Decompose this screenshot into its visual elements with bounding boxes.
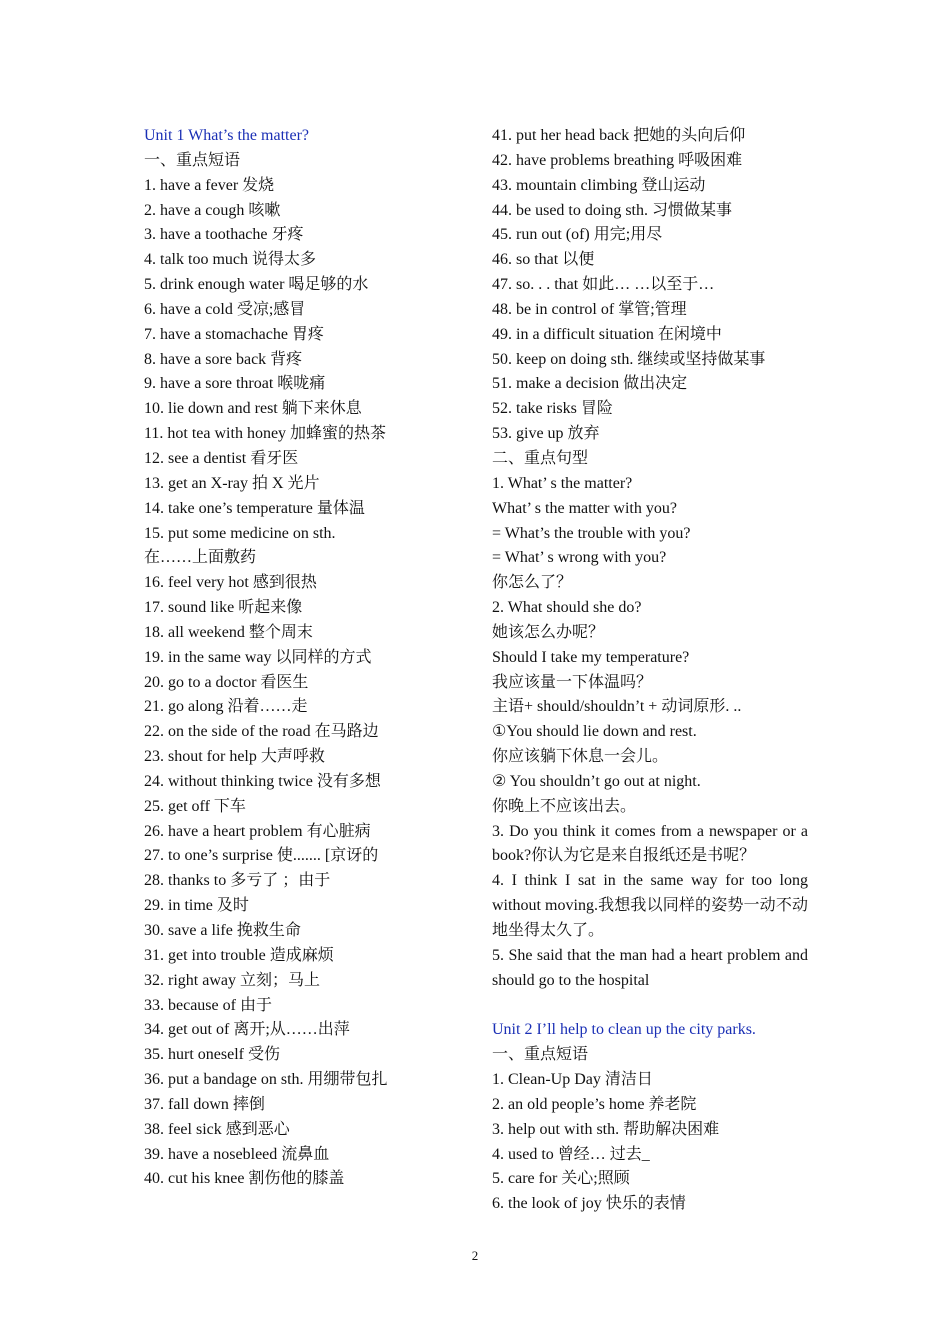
list-item: 37. fall down 摔倒 [144, 1095, 265, 1113]
list-item: ①You should lie down and rest. [492, 723, 697, 741]
list-item: ② You shouldn’t go out at night. [492, 772, 701, 790]
list-item: 17. sound like 听起来像 [144, 599, 303, 617]
list-item: 3. have a toothache 牙疼 [144, 226, 304, 244]
list-item: 27. to one’s surprise 使....... [京讶的 [144, 847, 379, 865]
list-item: 50. keep on doing sth. 继续或坚持做某事 [492, 350, 766, 368]
list-item: 15. put some medicine on sth. [144, 524, 336, 542]
unit1-phrase-list-continued [492, 124, 808, 447]
list-item: = What’ s wrong with you? [492, 549, 667, 567]
unit2-title: Unit 2 I’ll help to clean up the city parks. [492, 1021, 756, 1039]
unit1-phrases-heading: 一、重点短语 [144, 151, 241, 169]
list-item: 7. have a stomachache 胃疼 [144, 325, 324, 343]
list-item: 2. What should she do? [492, 599, 642, 617]
list-item: 4. talk too much 说得太多 [144, 251, 316, 269]
list-item: 47. so. . . that 如此… …以至于… [492, 276, 715, 294]
list-item: 22. on the side of the road 在马路边 [144, 723, 379, 741]
list-item: What’ s the matter with you? [492, 499, 677, 517]
list-item: 28. thanks to 多亏了 ；由于 [144, 872, 331, 890]
list-item: 39. have a nosebleed 流鼻血 [144, 1145, 330, 1163]
sentence-paragraph: 5. She said that the man had a heart problem and should go to the hospital [492, 946, 808, 989]
list-item: 41. put her head back 把她的头向后仰 [492, 127, 746, 144]
list-item: 34. get out of 离开;从……出萍 [144, 1021, 350, 1039]
list-item: 3. help out with sth. 帮助解决困难 [492, 1120, 720, 1138]
list-item: 46. so that 以便 [492, 251, 595, 269]
list-item: 4. used to 曾经… 过去_ [492, 1145, 650, 1163]
list-item: 你应该躺下休息一会儿。 [492, 748, 669, 766]
list-item: 1. What’ s the matter? [492, 474, 633, 492]
list-item: 52. take risks 冒险 [492, 400, 613, 418]
unit1-phrase-list [144, 174, 444, 1193]
list-item: 20. go to a doctor 看医生 [144, 673, 309, 691]
list-item: 18. all weekend 整个周末 [144, 623, 313, 641]
list-item: 我应该量一下体温吗？ [492, 673, 653, 691]
list-item: 51. make a decision 做出决定 [492, 375, 688, 393]
sentence-paragraph: 4. I think I sat in the same way for too long without moving.我想我以同样的姿势一动不动地坐得太久了。 [492, 872, 808, 939]
sentences-heading: 二、重点句型 [492, 449, 589, 467]
list-item: 6. have a cold 受凉;感冒 [144, 300, 306, 318]
list-item: 33. because of 由于 [144, 996, 272, 1014]
list-item: 5. drink enough water 喝足够的水 [144, 276, 369, 294]
list-item: 2. have a cough 咳嗽 [144, 201, 281, 219]
list-item: 53. give up 放弃 [492, 425, 600, 443]
sentence-list [492, 472, 808, 994]
list-item: 30. save a life 挽救生命 [144, 922, 301, 939]
list-item: 主语+ should/shouldn’t + 动词原形. .. [492, 698, 742, 716]
list-item: 40. cut his knee 割伤他的膝盖 [144, 1170, 345, 1188]
list-item: 43. mountain climbing 登山运动 [492, 176, 706, 194]
list-item: 26. have a heart problem 有心脏病 [144, 822, 371, 840]
list-item: 25. get off 下车 [144, 797, 246, 815]
list-item: 24. without thinking twice 没有多想 [144, 772, 381, 790]
list-item: 你怎么了？ [492, 574, 573, 592]
list-item: = What’s the trouble with you? [492, 524, 691, 542]
list-item: 14. take one’s temperature 量体温 [144, 499, 365, 517]
list-item: 35. hurt oneself 受伤 [144, 1046, 280, 1064]
list-item: 45. run out (of) 用完;用尽 [492, 226, 663, 244]
unit1-title: Unit 1 What’s the matter? [144, 127, 309, 144]
right-column [492, 124, 808, 1217]
list-item: 2. an old people’s home 养老院 [492, 1095, 697, 1113]
spacer [492, 994, 808, 1019]
list-item: 38. feel sick 感到恶心 [144, 1120, 290, 1138]
list-item: 49. in a difficult situation 在闲境中 [492, 325, 722, 343]
list-item: 29. in time 及时 [144, 897, 249, 915]
list-item: 在……上面敷药 [144, 549, 257, 567]
list-item: 她该怎么办呢？ [492, 623, 605, 641]
list-item: 你晚上不应该出去。 [492, 797, 637, 815]
list-item: 32. right away 立刻；马上 [144, 971, 320, 989]
sentence-paragraph: 3. Do you think it comes from a newspaper or a book?你认为它是来自报纸还是书呢？ [492, 822, 808, 865]
list-item: 44. be used to doing sth. 习惯做某事 [492, 201, 732, 219]
list-item: 9. have a sore throat 喉咙痛 [144, 375, 326, 393]
list-item: Should I take my temperature? [492, 648, 690, 666]
list-item: 11. hot tea with honey 加蜂蜜的热茶 [144, 425, 387, 443]
list-item: 6. the look of joy 快乐的表情 [492, 1195, 686, 1213]
unit2-phrases-heading: 一、重点短语 [492, 1046, 589, 1064]
list-item: 12. see a dentist 看牙医 [144, 449, 299, 467]
list-item: 1. Clean-Up Day 清洁日 [492, 1071, 653, 1089]
list-item: 10. lie down and rest 躺下来休息 [144, 400, 362, 418]
list-item: 8. have a sore back 背疼 [144, 350, 303, 368]
list-item: 36. put a bandage on sth. 用绷带包扎 [144, 1071, 388, 1089]
unit2-phrase-list [492, 1068, 808, 1217]
list-item: 48. be in control of 掌管;管理 [492, 300, 687, 318]
list-item: 13. get an X-ray 拍 X 光片 [144, 474, 320, 492]
list-item: 16. feel very hot 感到很热 [144, 574, 317, 592]
list-item: 21. go along 沿着……走 [144, 698, 308, 716]
list-item: 31. get into trouble 造成麻烦 [144, 946, 334, 964]
list-item: 23. shout for help 大声呼救 [144, 748, 325, 766]
list-item: 19. in the same way 以同样的方式 [144, 648, 372, 666]
list-item: 42. have problems breathing 呼吸困难 [492, 151, 743, 169]
list-item: 1. have a fever 发烧 [144, 176, 275, 194]
list-item: 5. care for 关心;照顾 [492, 1170, 630, 1188]
page-number: 2 [471, 1248, 479, 1263]
left-column [144, 124, 444, 1192]
